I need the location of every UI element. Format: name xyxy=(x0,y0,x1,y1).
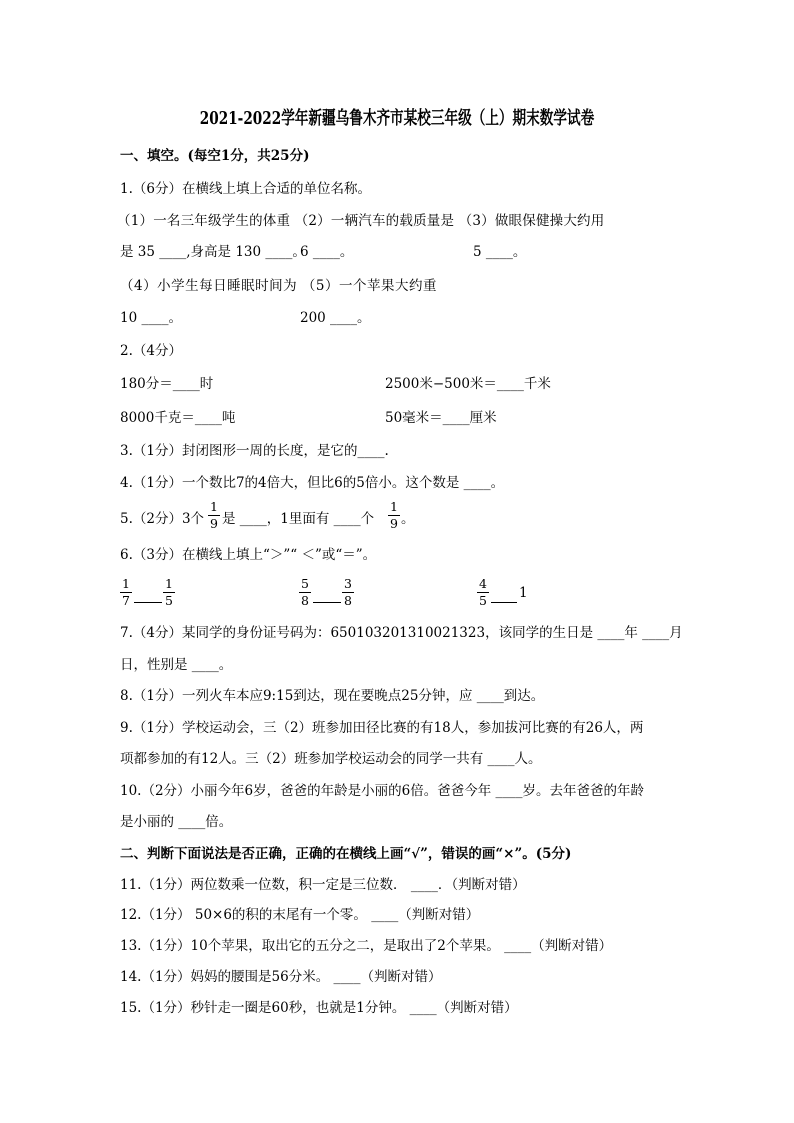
question-2-b: 2500米−500米＝____千米 xyxy=(385,376,551,392)
question-1-line-a: （1）一名三年级学生的体重 （2）一辆汽车的载质量是 （3）做眼保健操大约用 xyxy=(117,213,605,229)
question-2-stem: 2.（4分） xyxy=(120,343,182,359)
fraction-denominator: 9 xyxy=(390,516,398,531)
question-7-line-1: 7.（4分）某同学的身份证号码为：650103201310021323，该同学的生日是 ____年 ____月 xyxy=(120,625,683,641)
question-4: 4.（1分）一个数比7的4倍大，但比6的5倍小。这个数是 ____。 xyxy=(120,475,505,491)
question-5-fraction-2 xyxy=(388,500,400,531)
fraction-denominator: 5 xyxy=(165,593,173,608)
question-5-part-2: 是 ____，1里面有 ____个 xyxy=(222,511,375,527)
question-1-blank-5: 200 ____。 xyxy=(300,310,371,326)
question-1-stem: 1.（6分）在横线上填上合适的单位名称。 xyxy=(120,181,371,197)
question-6-stem: 6.（3分）在横线上填上“＞”“ ＜”或“＝”。 xyxy=(120,547,377,563)
fraction-denominator: 8 xyxy=(301,593,309,608)
fraction-denominator: 9 xyxy=(210,516,218,531)
question-9-line-1: 9.（1分）学校运动会，三（2）班参加田径比赛的有18人，参加拔河比赛的有26人，两 xyxy=(120,720,644,736)
question-5-part-3: 。 xyxy=(401,511,415,527)
fraction-numerator: 1 xyxy=(210,499,218,514)
question-7-line-2: 日，性别是 ____。 xyxy=(120,657,233,673)
question-6b-left-fraction xyxy=(299,577,311,608)
question-1-blank-3: 5 ____。 xyxy=(473,244,527,260)
question-5-fraction-1 xyxy=(208,500,220,531)
fraction-numerator: 3 xyxy=(344,576,352,591)
question-6b-right-fraction xyxy=(342,577,354,608)
fraction-numerator: 1 xyxy=(390,499,398,514)
section-heading-true-false: 二、判断下面说法是否正确，正确的在横线上画“√”，错误的画“×”。(5分) xyxy=(120,846,572,862)
question-15: 15.（1分）秒针走一圈是60秒，也就是1分钟。 ____（判断对错） xyxy=(120,1000,518,1016)
question-12: 12.（1分） 50×6的积的末尾有一个零。 ____（判断对错） xyxy=(120,907,480,923)
fraction-numerator: 5 xyxy=(301,576,309,591)
question-5-part-1: 5.（2分）3个 xyxy=(120,511,205,527)
question-13: 13.（1分）10个苹果，取出它的五分之二，是取出了2个苹果。 ____（判断对错） xyxy=(120,938,613,954)
page-title: 2021-2022学年新疆乌鲁木齐市某校三年级（上）期末数学试卷 xyxy=(199,108,595,129)
question-1-line-c: （4）小学生每日睡眠时间为 （5）一个苹果大约重 xyxy=(120,278,437,294)
question-6b-answer-line xyxy=(313,602,341,603)
question-6a-right-fraction xyxy=(163,577,175,608)
fraction-denominator: 7 xyxy=(122,593,130,608)
question-2-c: 8000千克＝____吨 xyxy=(120,410,236,426)
question-11: 11.（1分）两位数乘一位数，积一定是三位数． ____．（判断对错） xyxy=(120,877,526,893)
question-9-line-2: 项都参加的有12人。三（2）班参加学校运动会的同学一共有 ____人。 xyxy=(120,751,542,767)
fraction-numerator: 1 xyxy=(165,576,173,591)
fraction-numerator: 4 xyxy=(479,576,487,591)
fraction-denominator: 5 xyxy=(479,593,487,608)
question-3: 3.（1分）封闭图形一周的长度，是它的____. xyxy=(120,443,389,459)
question-10-line-1: 10.（2分）小丽今年6岁，爸爸的年龄是小丽的6倍。爸爸今年 ____岁。去年爸爸的年龄 xyxy=(120,783,645,799)
question-2-d: 50毫米＝____厘米 xyxy=(385,410,497,426)
question-8: 8.（1分）一列火车本应9:15到达，现在要晚点25分钟，应 ____到达。 xyxy=(120,688,545,704)
question-14: 14.（1分）妈妈的腰围是56分米。 ____（判断对错） xyxy=(120,969,442,985)
question-6a-answer-line xyxy=(134,602,162,603)
question-6c-answer-line xyxy=(491,602,517,603)
question-1-blank-1: 是 35 ____,身高是 130 ____。 xyxy=(120,244,306,260)
question-6a-left-fraction xyxy=(120,577,132,608)
question-6c-left-fraction xyxy=(477,577,489,608)
question-1-blank-4: 10 ____。 xyxy=(120,310,182,326)
fraction-denominator: 8 xyxy=(344,593,352,608)
question-10-line-2: 是小丽的 ____倍。 xyxy=(120,814,233,830)
fraction-numerator: 1 xyxy=(122,576,130,591)
question-6c-right-value: 1 xyxy=(519,585,528,601)
question-1-blank-2: 6 ____。 xyxy=(300,244,354,260)
section-heading-fill-in: 一、填空。(每空1分，共25分) xyxy=(120,148,310,164)
question-2-a: 180分＝____时 xyxy=(120,376,214,392)
